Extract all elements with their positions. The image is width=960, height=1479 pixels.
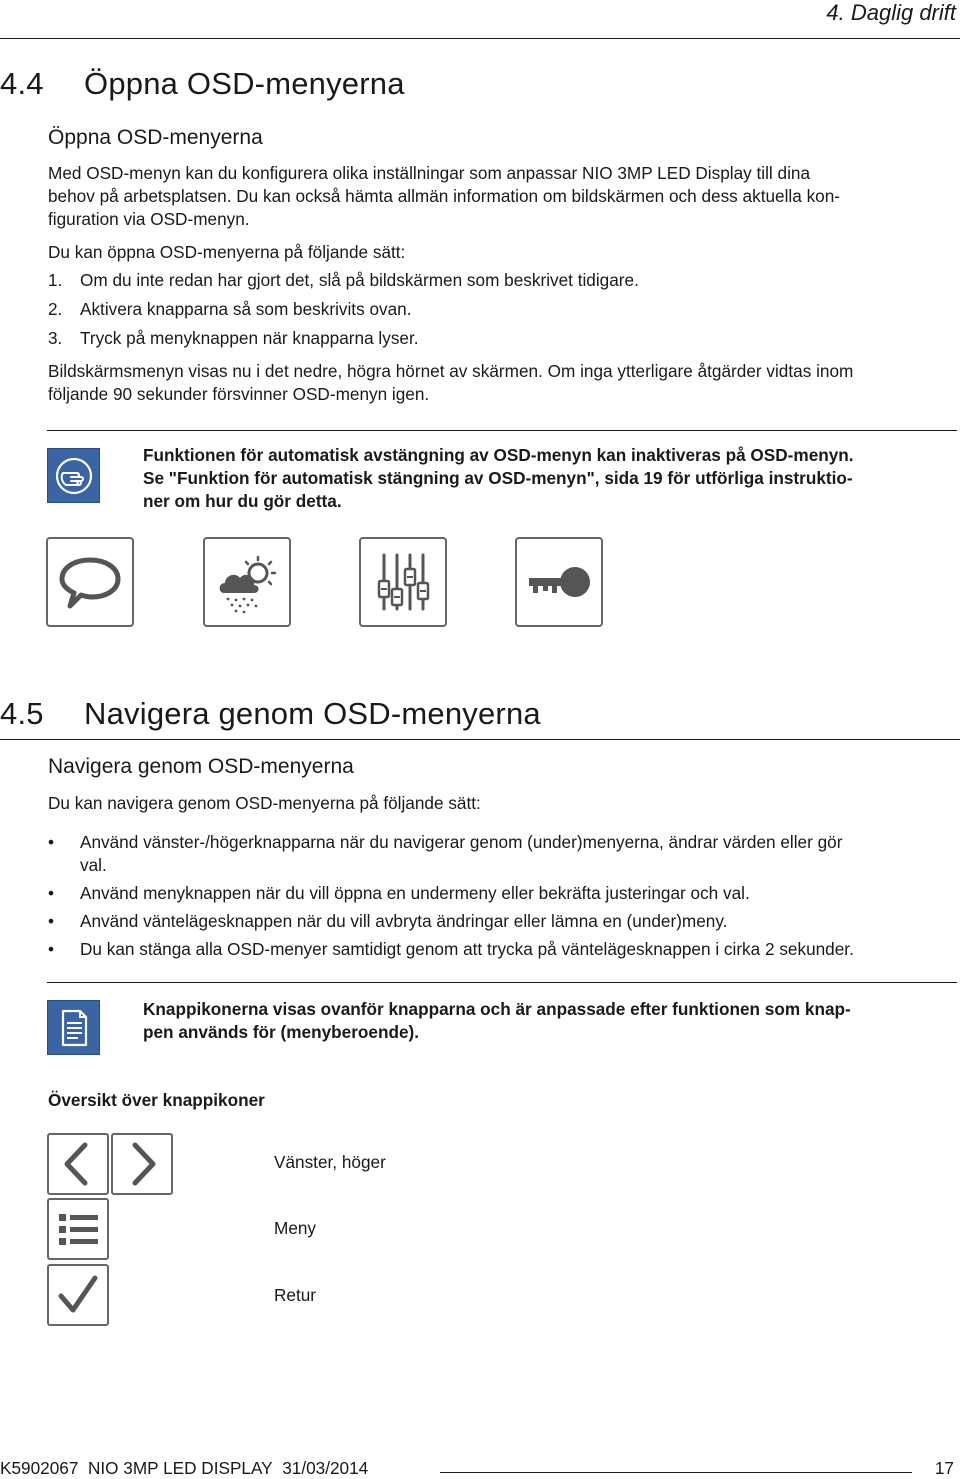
bullet-dot-icon: • <box>48 911 55 931</box>
legend-label: Meny <box>274 1218 317 1238</box>
legend-label: Vänster, höger <box>274 1152 386 1172</box>
step-text: Om du inte redan har gjort det, slå på bildskärmen som beskrivet tidigare. <box>80 270 639 290</box>
pointing-hand-icon <box>47 448 100 503</box>
document-icon <box>47 1000 100 1055</box>
section-number: 4.5 <box>0 696 44 731</box>
step-item <box>48 270 639 291</box>
chevron-left-icon <box>47 1133 109 1195</box>
bullet-dot-icon: • <box>48 883 55 903</box>
steps-intro: Du kan öppna OSD-menyerna på följande sätt: <box>48 242 406 262</box>
step-text: Tryck på menyknappen när knapparna lyser. <box>80 328 419 348</box>
note-line: Knappikonerna visas ovanför knapparna och är anpassade efter funktionen som knap- <box>143 999 851 1019</box>
bullet-dot-icon: • <box>48 939 55 959</box>
bullet-item <box>48 938 956 961</box>
step-text: Aktivera knapparna så som beskrivits ovan. <box>80 299 412 319</box>
tip-line: ner om hur du gör detta. <box>143 491 342 511</box>
section-rule <box>0 739 960 740</box>
footer-product: NIO 3MP LED DISPLAY <box>87 1458 273 1478</box>
paragraph-line: Med OSD-menyn kan du konfigurera olika inställningar som anpassar NIO 3MP LED Display till dina <box>48 163 811 183</box>
bullet-text: Använd väntelägesknappen när du vill avbryta ändringar eller lämna en (under)meny. <box>80 911 728 931</box>
footer-date: 31/03/2014 <box>282 1458 369 1478</box>
bullet-line: val. <box>80 855 107 875</box>
page-number: 17 <box>934 1458 954 1478</box>
nav-intro: Du kan navigera genom OSD-menyerna på följande sätt: <box>48 793 481 813</box>
footer-doc-info <box>0 1458 368 1479</box>
paragraph-line: följande 90 sekunder försvinner OSD-menyn igen. <box>48 384 430 404</box>
sliders-icon <box>359 537 447 627</box>
bullet-item <box>48 910 956 933</box>
section-title-text: Öppna OSD-menyerna <box>84 66 405 101</box>
weather-icon <box>203 537 291 627</box>
step-number: 1. <box>48 270 63 290</box>
paragraph-line: behov på arbetsplatsen. Du kan också hämta allmän information om bildskärmen och dess aktuella kon- <box>48 186 841 206</box>
note-line: pen används för (menyberoende). <box>143 1022 420 1042</box>
key-icon <box>515 537 603 627</box>
section-title-4-5 <box>0 696 541 732</box>
note-rule <box>47 982 957 983</box>
subheading: Öppna OSD-menyerna <box>48 126 263 149</box>
chapter-header: 4. Daglig drift <box>826 0 956 25</box>
step-item <box>48 299 412 320</box>
bullet-item <box>48 831 956 877</box>
chevron-right-icon <box>111 1133 173 1195</box>
tip-line: Funktionen för automatisk avstängning av OSD-menyn kan inaktiveras på OSD-menyn. <box>143 445 854 465</box>
header-rule <box>0 38 960 39</box>
note-text <box>143 998 955 1044</box>
footer-rule <box>440 1472 912 1473</box>
bullet-dot-icon: • <box>48 832 55 852</box>
tip-text <box>143 444 955 513</box>
section-number: 4.4 <box>0 66 44 101</box>
section-title-text: Navigera genom OSD-menyerna <box>84 696 541 731</box>
step-number: 3. <box>48 328 63 348</box>
result-paragraph <box>48 360 956 406</box>
bullet-line: Använd vänster-/högerknapparna när du navigerar genom (under)menyerna, ändrar värden eller gör <box>80 832 843 852</box>
overview-heading: Översikt över knappikoner <box>48 1090 265 1110</box>
paragraph-line: Bildskärmsmenyn visas nu i det nedre, högra hörnet av skärmen. Om inga ytterligare åtgärder vidtas inom <box>48 361 854 381</box>
list-icon <box>47 1198 109 1260</box>
paragraph-line: figuration via OSD-menyn. <box>48 209 250 229</box>
bullet-text: Använd menyknappen när du vill öppna en undermeny eller bekräfta justeringar och val. <box>80 883 750 903</box>
checkmark-icon <box>47 1264 109 1326</box>
speech-bubble-icon <box>46 537 134 627</box>
footer-doc-id: K5902067 <box>0 1458 79 1478</box>
legend-label: Retur <box>274 1285 317 1305</box>
intro-paragraph <box>48 162 956 231</box>
step-item <box>48 328 419 349</box>
section-title-4-4 <box>0 66 405 102</box>
step-number: 2. <box>48 299 63 319</box>
bullet-text: Du kan stänga alla OSD-menyer samtidigt genom att trycka på väntelägesknappen i cirka 2 sekunder. <box>80 939 854 959</box>
bullet-item <box>48 882 956 905</box>
subheading: Navigera genom OSD-menyerna <box>48 755 354 778</box>
bullet-text <box>80 831 956 877</box>
tip-line: Se "Funktion för automatisk stängning av OSD-menyn", sida 19 för utförliga instruktio- <box>143 468 853 488</box>
tip-rule <box>47 430 957 431</box>
